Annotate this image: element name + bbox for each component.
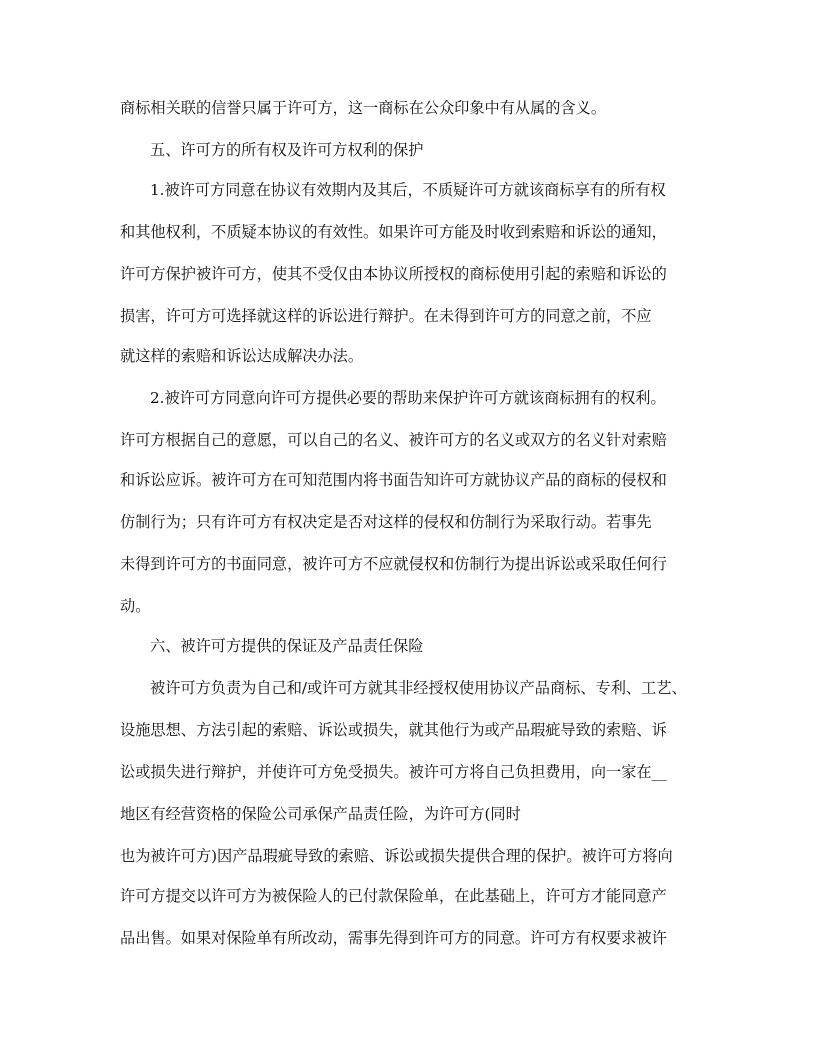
section-heading-6: 六、被许可方提供的保证及产品责任保险 — [150, 637, 424, 655]
paragraph-line-10: 和诉讼应诉。被许可方在可知范围内将书面告知许可方就协议产品的商标的侵权和 — [120, 471, 667, 489]
paragraph-line-6: 损害，许可方可选择就这样的诉讼进行辩护。在未得到许可方的同意之前，不应 — [120, 307, 652, 325]
paragraph-line-17: 讼或损失进行辩护，并使许可方免受损失。被许可方将自己负担费用，向一家在__ — [120, 763, 667, 781]
paragraph-line-21: 品出售。如果对保险单有所改动，需事先得到许可方的同意。许可方有权要求被许 — [120, 929, 667, 947]
paragraph-line-9: 许可方根据自己的意愿，可以自己的名义、被许可方的名义或双方的名义针对索赔 — [120, 431, 667, 449]
paragraph-line-15: 被许可方负责为自己和/或许可方就其非经授权使用协议产品商标、专利、工艺、 — [150, 679, 687, 697]
paragraph-line-16: 设施思想、方法引起的索赔、诉讼或损失，就其他行为或产品瑕疵导致的索赔、诉 — [120, 721, 667, 739]
paragraph-line-18: 地区有经营资格的保险公司承保产品责任险，为许可方(同时 — [120, 805, 521, 823]
paragraph-line-12: 未得到许可方的书面同意，被许可方不应就侵权和仿制行为提出诉讼或采取任何行 — [120, 555, 667, 573]
paragraph-line-11: 仿制行为；只有许可方有权决定是否对这样的侵权和仿制行为采取行动。若事先 — [120, 513, 652, 531]
paragraph-line-19: 也为被许可方)因产品瑕疵导致的索赔、诉讼或损失提供合理的保护。被许可方将向 — [120, 847, 673, 865]
paragraph-line-5: 许可方保护被许可方，使其不受仅由本协议所授权的商标使用引起的索赔和诉讼的 — [120, 265, 667, 283]
paragraph-line-20: 许可方提交以许可方为被保险人的已付款保险单，在此基础上，许可方才能同意产 — [120, 887, 667, 905]
paragraph-line-3: 1.被许可方同意在协议有效期内及其后，不质疑许可方就该商标享有的所有权 — [150, 181, 666, 199]
paragraph-line-4: 和其他权利，不质疑本协议的有效性。如果许可方能及时收到索赔和诉讼的通知， — [120, 223, 667, 241]
paragraph-line-7: 就这样的索赔和诉讼达成解决办法。 — [120, 347, 363, 365]
paragraph-line-1: 商标相关联的信誉只属于许可方，这一商标在公众印象中有从属的含义。 — [120, 99, 606, 117]
paragraph-line-13: 动。 — [120, 597, 151, 615]
paragraph-line-8: 2.被许可方同意向许可方提供必要的帮助来保护许可方就该商标拥有的权利。 — [150, 389, 666, 407]
section-heading-5: 五、许可方的所有权及许可方权利的保护 — [150, 141, 424, 159]
